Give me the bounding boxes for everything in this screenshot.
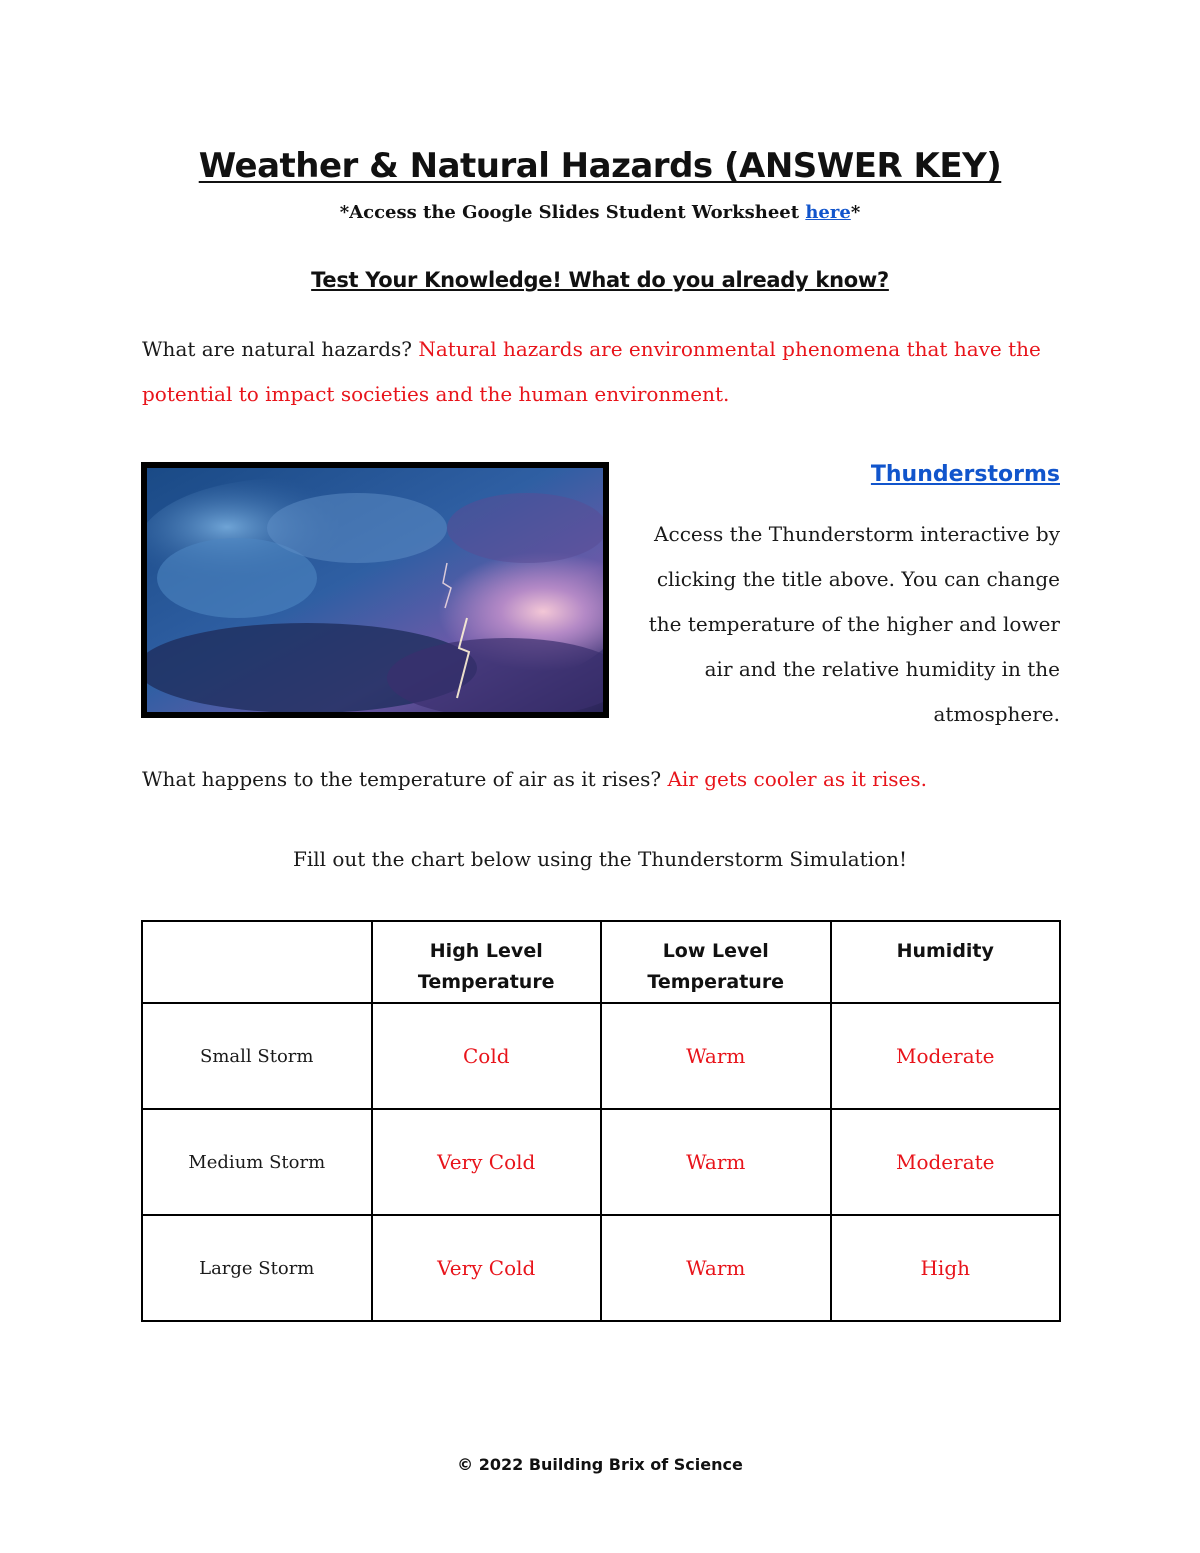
subtitle-prefix: *Access the Google Slides Student Worksheet [339, 202, 806, 223]
chart-instruction: Fill out the chart below using the Thunderstorm Simulation! [292, 847, 908, 871]
copyright-footer: © 2022 Building Brix of Science [457, 1455, 743, 1474]
humidity-cell: Moderate [831, 1003, 1061, 1109]
document-title: Weather & Natural Hazards (ANSWER KEY) [198, 146, 1002, 186]
question-natural-hazards [142, 327, 1072, 417]
table-row [142, 1109, 1060, 1215]
table-header-row [142, 921, 1060, 1003]
low-level-temperature-cell: Warm [601, 1215, 831, 1321]
high-level-temperature-cell: Very Cold [372, 1215, 602, 1321]
high-level-temperature-cell: Cold [372, 1003, 602, 1109]
section-heading: Test Your Knowledge! What do you already know? [311, 268, 889, 292]
thunderstorms-link[interactable]: Thunderstorms [870, 462, 1060, 487]
table-header-blank [142, 921, 372, 1003]
high-level-temperature-cell: Very Cold [372, 1109, 602, 1215]
row-label: Small Storm [142, 1003, 372, 1109]
table-header-humidity: Humidity [831, 921, 1061, 1003]
storm-cloud-image [147, 468, 603, 712]
humidity-cell: Moderate [831, 1109, 1061, 1215]
worksheet-link[interactable]: here [805, 202, 851, 223]
row-label: Large Storm [142, 1215, 372, 1321]
humidity-cell: High [831, 1215, 1061, 1321]
question-air-temperature [142, 757, 1072, 802]
table-header-high-level-temperature: High Level Temperature [372, 921, 602, 1003]
table-header-low-level-temperature: Low Level Temperature [601, 921, 831, 1003]
low-level-temperature-cell: Warm [601, 1109, 831, 1215]
table-row [142, 1003, 1060, 1109]
worksheet-access-line [0, 202, 1200, 223]
question-text: What happens to the temperature of air as it rises? [142, 767, 668, 791]
storm-photo [141, 462, 609, 718]
thunderstorms-description: Access the Thunderstorm interactive by clicking the title above. You can change the temperature of the higher and lower air and the relative humidity in the atmosphere. [648, 522, 1060, 726]
answer-text: Natural hazards are environmental phenomena that have the potential to impact societies and the human environment. [142, 337, 1041, 406]
low-level-temperature-cell: Warm [601, 1003, 831, 1109]
question-text: What are natural hazards? [142, 337, 419, 361]
table-row [142, 1215, 1060, 1321]
thunderstorm-chart [141, 920, 1061, 1322]
subtitle-suffix: * [850, 202, 861, 223]
row-label: Medium Storm [142, 1109, 372, 1215]
answer-text: Air gets cooler as it rises. [667, 767, 927, 791]
